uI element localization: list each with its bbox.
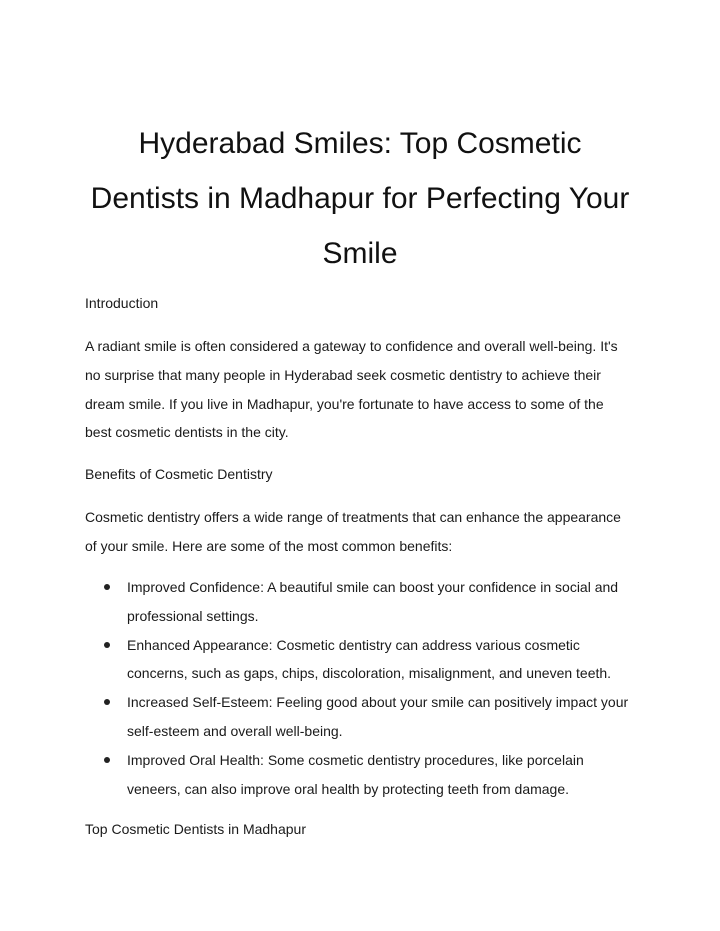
list-item-line: Improved Oral Health: Some cosmetic dentistry procedures, like porcelain <box>127 751 584 768</box>
list-item <box>85 746 628 804</box>
paragraph-line: best cosmetic dentists in the city. <box>85 424 289 441</box>
list-item <box>85 631 628 689</box>
dentists-heading: Top Cosmetic Dentists in Madhapur <box>85 821 306 837</box>
list-item-line: self-esteem and overall well-being. <box>127 722 343 739</box>
list-item-line: Increased Self-Esteem: Feeling good about your smile can positively impact your <box>127 694 629 711</box>
intro-heading: Introduction <box>85 295 159 311</box>
intro-paragraph <box>85 332 618 447</box>
bullet-icon <box>104 584 110 590</box>
paragraph-line: A radiant smile is often considered a gateway to confidence and overall well-being. It's <box>85 338 618 354</box>
paragraph-line: no surprise that many people in Hyderabad seek cosmetic dentistry to achieve their <box>85 366 601 383</box>
paragraph-line: of your smile. Here are some of the most common benefits: <box>85 537 453 554</box>
title-line: Hyderabad Smiles: Top Cosmetic <box>138 127 582 160</box>
bullet-icon <box>104 699 110 705</box>
list-item-line: veneers, can also improve oral health by protecting teeth from damage. <box>127 780 570 797</box>
title-line: Smile <box>322 237 398 270</box>
list-item <box>85 573 628 631</box>
list-item-line: professional settings. <box>127 607 259 624</box>
paragraph-line: Cosmetic dentistry offers a wide range of treatments that can enhance the appearance <box>85 509 621 525</box>
paragraph-line: dream smile. If you live in Madhapur, you're fortunate to have access to some of the <box>85 395 604 412</box>
list-item-line: Enhanced Appearance: Cosmetic dentistry can address various cosmetic <box>127 636 580 653</box>
benefits-list <box>85 573 628 803</box>
benefits-heading: Benefits of Cosmetic Dentistry <box>85 466 273 482</box>
list-item <box>85 688 628 746</box>
list-item-line: Improved Confidence: A beautiful smile can boost your confidence in social and <box>127 579 619 595</box>
title-line: Dentists in Madhapur for Perfecting Your <box>90 182 630 215</box>
bullet-icon <box>104 757 110 763</box>
bullet-icon <box>104 642 110 648</box>
benefits-paragraph <box>85 503 621 561</box>
document-title <box>60 116 660 281</box>
list-item-line: concerns, such as gaps, chips, discoloration, misalignment, and uneven teeth. <box>127 665 612 682</box>
